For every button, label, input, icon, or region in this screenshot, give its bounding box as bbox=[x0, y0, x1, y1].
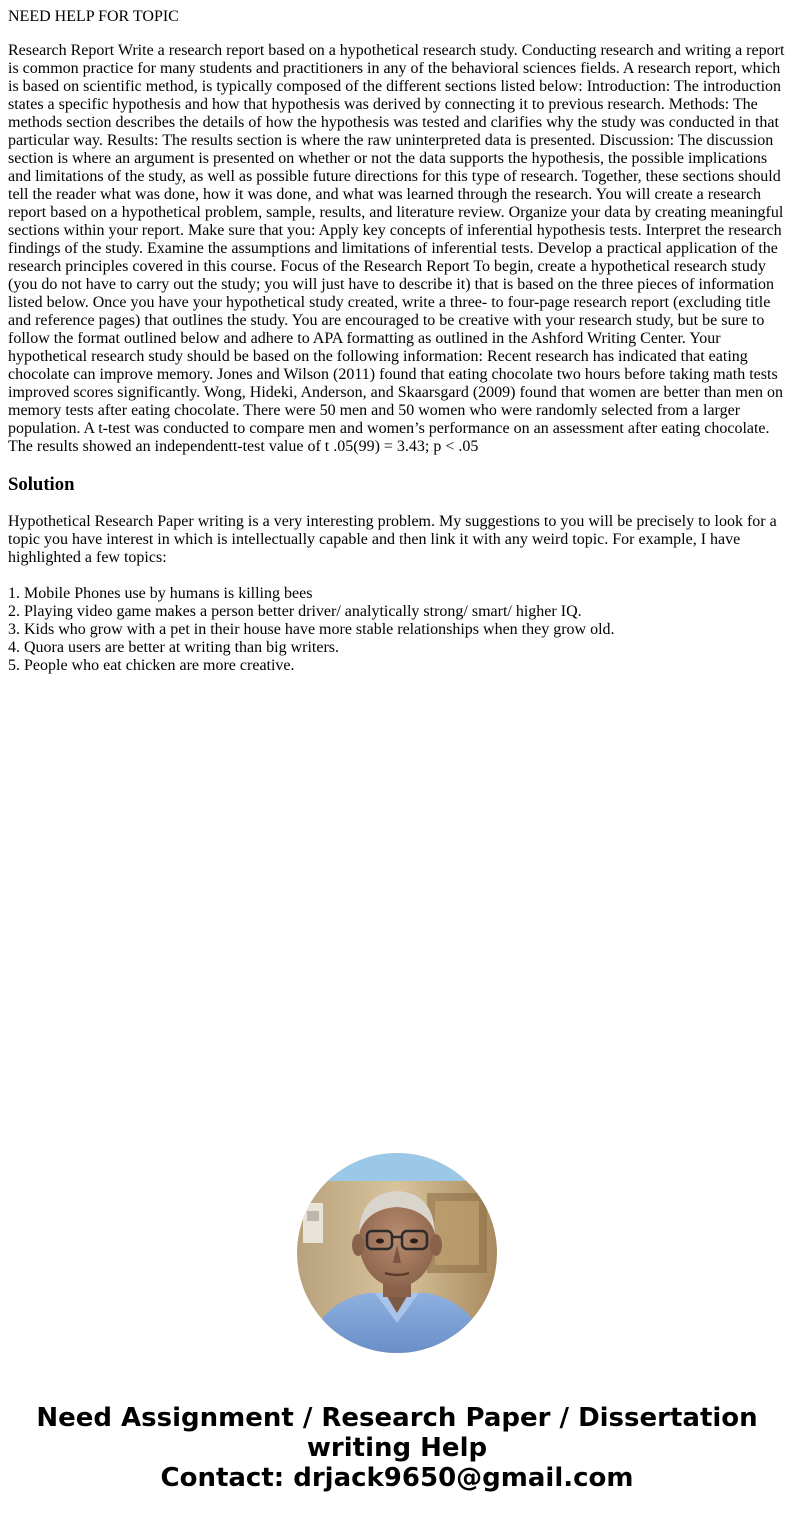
topic-list bbox=[8, 585, 786, 675]
main-content bbox=[8, 0, 786, 675]
solution-heading: Solution bbox=[8, 474, 75, 495]
promo-line-1: Need Assignment / Research Paper / Dissertation bbox=[36, 1403, 758, 1433]
promo-line-2: writing Help bbox=[306, 1433, 488, 1463]
promo-banner bbox=[0, 1403, 794, 1493]
list-item: 5. People who eat chicken are more creative. bbox=[8, 657, 295, 674]
question-title: NEED HELP FOR TOPIC bbox=[8, 8, 179, 25]
solution-intro: Hypothetical Research Paper writing is a very interesting problem. My suggestions to you will be precisely to look for a topic you have interest in which is intellectually capable and then link it with any weird topic. For example, I have highlighted a few topics: bbox=[8, 513, 777, 566]
author-avatar bbox=[297, 1153, 497, 1353]
question-body: Research Report Write a research report based on a hypothetical research study. Conducting research and writing a report is common practice for many students and practitioners in any of the behavioral sciences fields. A research report, which is based on scientific method, is typically composed of the different sections listed below: Introduction: The introduction states a specific hypothesis and how that hypothesis was derived by connecting it to previous research. Methods: The methods section describes the details of how the hypothesis was tested and clarifies why the study was conducted in that particular way. Results: The results section is where the raw uninterpreted data is presented. Discussion: The discussion section is where an argument is presented on whether or not the data supports the hypothesis, the possible implications and limitations of the study, as well as possible future directions for this type of research. Together, these sections should tell the reader what was done, how it was done, and what was learned through the research. You will create a research report based on a hypothetical problem, sample, results, and literature review. Organize your data by creating meaningful sections within your report. Make sure that you: Apply key concepts of inferential hypothesis tests. Interpret the research findings of the study. Examine the assumptions and limitations of inferential tests. Develop a practical application of the research principles covered in this course. Focus of the Research Report To begin, create a hypothetical research study (you do not have to carry out the study; you will just have to describe it) that is based on the three pieces of information listed below. Once you have your hypothetical study created, write a three- to four-page research report (excluding title and reference pages) that outlines the study. You are encouraged to be creative with your research study, but be sure to follow the format outlined below and adhere to APA formatting as outlined in the Ashford Writing Center. Your hypothetical research study should be based on the following information: Recent research has indicated that eating chocolate can improve memory. Jones and Wilson (2011) found that eating chocolate two hours before taking math tests improved scores significantly. Wong, Hideki, Anderson, and Skaarsgard (2009) found that women are better than men on memory tests after eating chocolate. There were 50 men and 50 women who were randomly selected from a larger population. A t-test was conducted to compare men and women’s performance on an assessment after eating chocolate. The results showed an independentt-test value of t .05(99) = 3.43; p < .05 bbox=[8, 42, 785, 455]
list-item: 1. Mobile Phones use by humans is killing bees bbox=[8, 585, 313, 602]
author-portrait-image bbox=[297, 1153, 497, 1353]
list-item: 4. Quora users are better at writing than big writers. bbox=[8, 639, 340, 656]
list-item: 3. Kids who grow with a pet in their house have more stable relationships when they grow old. bbox=[8, 621, 615, 638]
promo-contact: Contact: drjack9650@gmail.com bbox=[160, 1463, 634, 1493]
list-item: 2. Playing video game makes a person better driver/ analytically strong/ smart/ higher IQ. bbox=[8, 603, 582, 620]
